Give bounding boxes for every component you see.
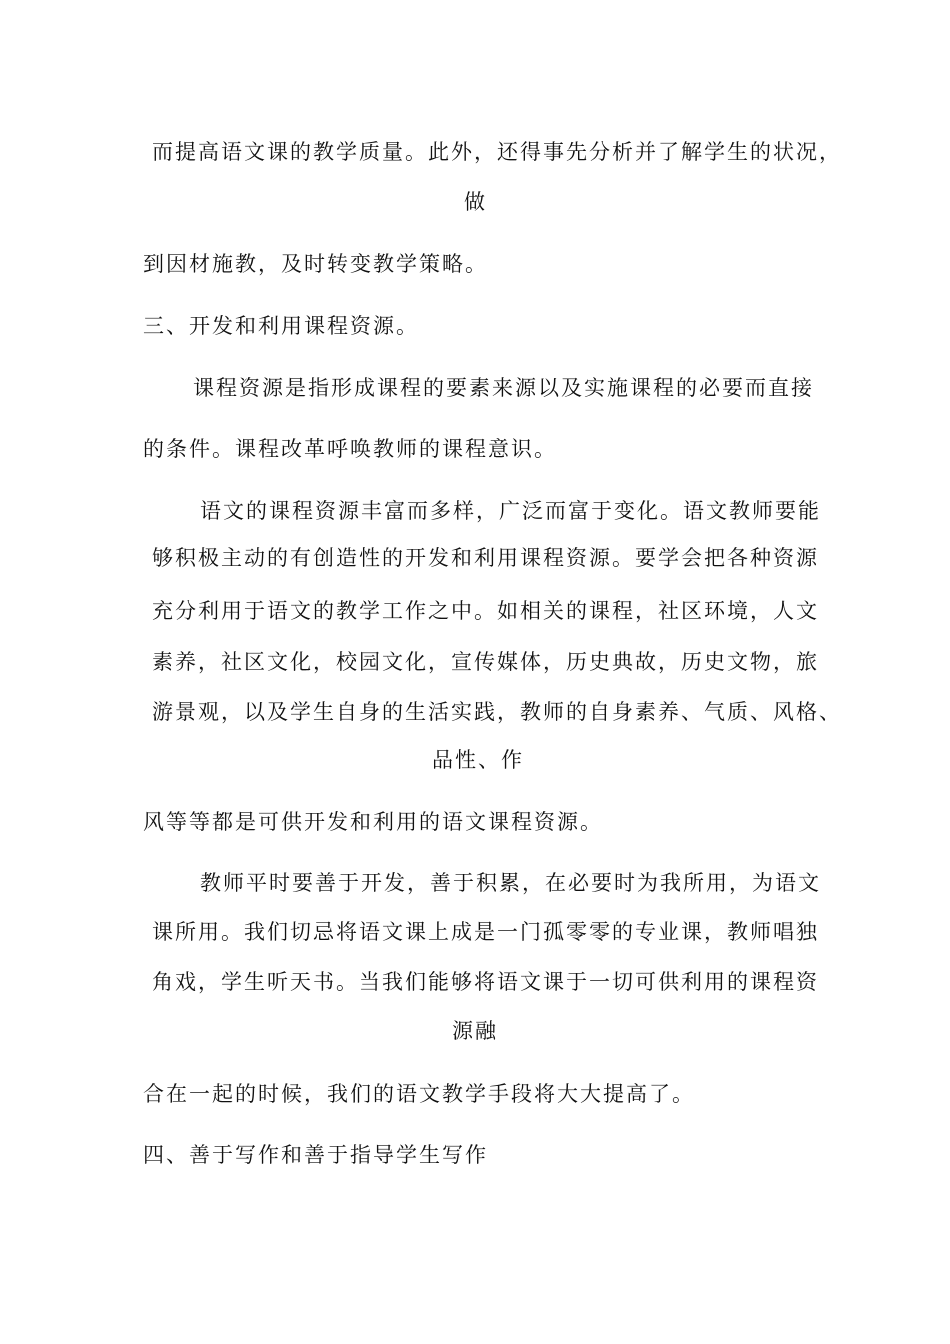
paragraph-line: 而提高语文课的教学质量。此外，还得事先分析并了解学生的状况，	[152, 140, 842, 164]
paragraph-line: 的条件。课程改革呼唤教师的课程意识。	[143, 437, 557, 461]
paragraph-line: 合在一起的时候，我们的语文教学手段将大大提高了。	[143, 1082, 695, 1106]
paragraph-line: 素养，社区文化，校园文化，宣传媒体，历史典故，历史文物，旅	[152, 650, 819, 674]
section-heading: 三、开发和利用课程资源。	[143, 314, 419, 338]
paragraph-line: 课所用。我们切忌将语文课上成是一门孤零零的专业课，教师唱独	[152, 920, 819, 944]
paragraph-line: 做	[464, 190, 487, 214]
paragraph-line: 够积极主动的有创造性的开发和利用课程资源。要学会把各种资源	[152, 546, 819, 570]
paragraph-line: 充分利用于语文的教学工作之中。如相关的课程，社区环境，人文	[152, 599, 819, 623]
paragraph-line: 源融	[452, 1019, 498, 1043]
paragraph-line: 角戏，学生听天书。当我们能够将语文课于一切可供利用的课程资	[152, 970, 819, 994]
paragraph-line: 到因材施教，及时转变教学策略。	[143, 252, 488, 276]
paragraph-line: 风等等都是可供开发和利用的语文课程资源。	[143, 810, 603, 834]
paragraph-line: 游景观，以及学生自身的生活实践，教师的自身素养、气质、风格、	[152, 700, 842, 724]
paragraph-line: 教师平时要善于开发，善于积累，在必要时为我所用，为语文	[200, 871, 821, 895]
paragraph-line: 课程资源是指形成课程的要素来源以及实施课程的必要而直接	[193, 376, 814, 400]
section-heading: 四、善于写作和善于指导学生写作	[143, 1143, 488, 1167]
paragraph-line: 品性、作	[432, 748, 524, 772]
paragraph-line: 语文的课程资源丰富而多样，广泛而富于变化。语文教师要能	[200, 499, 821, 523]
